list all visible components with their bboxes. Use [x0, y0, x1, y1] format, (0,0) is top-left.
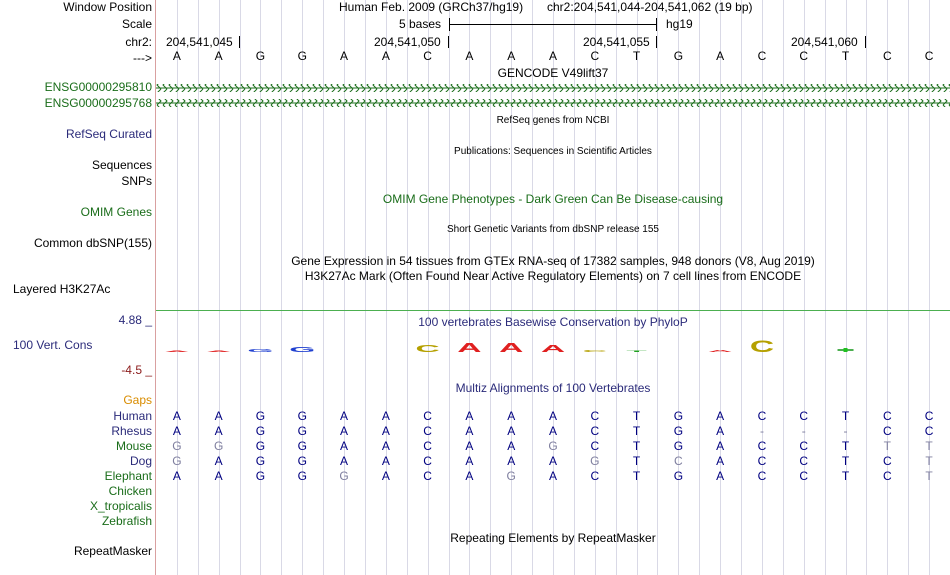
ruler-position-1: 204,541,045 — [166, 35, 233, 49]
alignment-base: G — [673, 469, 684, 483]
alignment-base: C — [882, 469, 892, 483]
alignment-base: C — [799, 409, 809, 423]
alignment-base: T — [925, 439, 933, 453]
alignment-base: A — [465, 424, 474, 438]
alignment-base: A — [340, 409, 349, 423]
alignment-base: C — [757, 439, 767, 453]
alignment-base: G — [214, 439, 224, 453]
alignment-base: C — [423, 454, 432, 468]
phylop-logo-letter: C — [749, 336, 775, 356]
reference-base: C — [590, 49, 600, 63]
chromosome-label[interactable]: chr2: — [125, 35, 152, 49]
species-label[interactable]: Mouse — [115, 439, 152, 453]
track-label-column — [0, 0, 155, 575]
alignment-base: A — [716, 469, 725, 483]
reference-base: C — [757, 49, 767, 63]
alignment-base: A — [716, 439, 725, 453]
alignment-base: T — [925, 454, 933, 468]
alignment-base: A — [465, 469, 474, 483]
alignment-base: C — [757, 469, 767, 483]
alignment-base: A — [340, 439, 349, 453]
gene-label-ensg00000295810[interactable]: ENSG00000295810 — [44, 80, 152, 94]
gene-label-ensg00000295768[interactable]: ENSG00000295768 — [44, 96, 152, 110]
publications-track-title: Publications: Sequences in Scientific Articles — [454, 146, 652, 157]
alignment-base: A — [172, 409, 181, 423]
alignment-base: A — [507, 454, 516, 468]
alignment-base: G — [297, 409, 307, 423]
scale-text: 5 bases — [399, 17, 442, 31]
phylop-logo[interactable] — [156, 330, 950, 365]
alignment-base: A — [465, 409, 474, 423]
alignment-base: - — [843, 424, 848, 438]
phylop-logo-letter: A — [164, 350, 190, 353]
reference-base: C — [924, 49, 934, 63]
layered-h3k27ac-label[interactable]: Layered H3K27Ac — [13, 282, 111, 296]
phylop-logo-letter: A — [708, 349, 733, 353]
ruler-tick — [656, 36, 657, 48]
alignment-base: C — [590, 424, 600, 438]
sequences-label[interactable]: Sequences — [91, 158, 152, 172]
alignment-base: A — [507, 424, 516, 438]
alignment-base: A — [214, 454, 223, 468]
ruler-position-3: 204,541,055 — [583, 35, 650, 49]
alignment-base: C — [423, 424, 432, 438]
alignment-base: C — [674, 454, 683, 468]
phylop-min-label: -4.5 _ — [121, 363, 152, 377]
alignment-base: T — [925, 469, 933, 483]
alignment-base: T — [632, 409, 641, 423]
scale-label[interactable]: Scale — [121, 17, 152, 31]
alignment-base: A — [172, 424, 181, 438]
alignment-base: T — [632, 454, 641, 468]
alignment-base: G — [673, 409, 684, 423]
alignment-base: T — [632, 424, 641, 438]
alignment-base: A — [465, 439, 474, 453]
phylop-max-label: 4.88 _ — [118, 313, 152, 327]
alignment-base: T — [632, 439, 641, 453]
reference-base: G — [255, 49, 266, 63]
alignment-base: G — [172, 454, 182, 468]
gaps-label[interactable]: Gaps — [123, 393, 152, 407]
alignment-base: A — [381, 424, 390, 438]
reference-base: G — [673, 49, 684, 63]
alignment-base: T — [841, 454, 850, 468]
alignment-base: G — [506, 469, 516, 483]
alignment-base: C — [757, 409, 767, 423]
alignment-base: C — [423, 409, 432, 423]
alignment-base: A — [340, 454, 349, 468]
scale-db-text: hg19 — [666, 17, 693, 31]
species-label[interactable]: Human — [113, 409, 152, 423]
refseq-track-title: RefSeq genes from NCBI — [496, 115, 610, 126]
alignment-base: G — [673, 424, 684, 438]
alignment-base: A — [716, 409, 725, 423]
alignment-base: T — [632, 469, 641, 483]
alignment-base: T — [841, 409, 850, 423]
strand-arrow-label[interactable]: ---> — [133, 51, 152, 65]
alignment-base: C — [590, 439, 600, 453]
alignment-base: G — [590, 454, 600, 468]
gencode-gene-features[interactable] — [156, 81, 950, 111]
reference-base: A — [381, 49, 390, 63]
common-dbsnp-label[interactable]: Common dbSNP(155) — [33, 236, 152, 250]
phylop-logo-letter: A — [206, 350, 231, 353]
reference-base: A — [507, 49, 516, 63]
phylop-logo-letter: A — [457, 341, 482, 355]
repeatmasker-track-title: Repeating Elements by RepeatMasker — [450, 531, 656, 545]
omim-track-title: OMIM Gene Phenotypes - Dark Green Can Be Disease-causing — [382, 192, 724, 206]
alignment-base: A — [548, 469, 557, 483]
window-position-label[interactable]: Window Position — [63, 0, 152, 14]
species-label[interactable]: Elephant — [104, 469, 152, 483]
phylop-logo-letter: C — [415, 343, 440, 355]
scale-bar-left-cap — [449, 18, 450, 31]
ruler-tick — [448, 36, 449, 48]
reference-base: A — [548, 49, 557, 63]
species-label[interactable]: Dog — [129, 454, 152, 468]
alignment-base: A — [716, 454, 725, 468]
alignment-base: G — [339, 469, 349, 483]
alignment-base: G — [255, 454, 266, 468]
alignment-base: C — [799, 439, 809, 453]
alignment-base: G — [297, 469, 307, 483]
reference-base: C — [882, 49, 892, 63]
reference-base: A — [465, 49, 474, 63]
alignment-base: A — [507, 409, 516, 423]
alignment-base: C — [757, 454, 767, 468]
alignment-base: G — [255, 424, 266, 438]
scale-bar — [449, 24, 657, 25]
reference-base: C — [423, 49, 432, 63]
alignment-base: A — [381, 469, 390, 483]
reference-base: C — [799, 49, 809, 63]
scale-bar-right-cap — [656, 18, 657, 31]
track-data-area[interactable] — [156, 0, 950, 575]
alignment-base: A — [716, 424, 725, 438]
alignment-base: G — [255, 469, 266, 483]
alignment-base: A — [172, 469, 181, 483]
ruler-tick — [865, 36, 866, 48]
alignment-base: A — [214, 424, 223, 438]
alignment-base: - — [801, 424, 806, 438]
alignment-base: T — [883, 439, 891, 453]
alignment-base: A — [214, 409, 223, 423]
alignment-base: A — [548, 424, 557, 438]
snp-track-title: Short Genetic Variants from dbSNP release 155 — [447, 224, 659, 235]
reference-base: G — [297, 49, 307, 63]
reference-base: T — [632, 49, 641, 63]
phylop-baseline-top — [156, 310, 950, 311]
alignment-base: G — [255, 409, 266, 423]
omim-genes-label[interactable]: OMIM Genes — [80, 205, 152, 219]
phylop-logo-letter: A — [499, 341, 524, 355]
snps-label[interactable]: SNPs — [121, 174, 152, 188]
alignment-base: A — [548, 409, 557, 423]
alignment-base: C — [423, 439, 432, 453]
alignment-base: G — [297, 424, 307, 438]
assembly-text: Human Feb. 2009 (GRCh37/hg19) — [339, 0, 524, 14]
alignment-base: C — [882, 409, 892, 423]
phylop-track-title: 100 vertebrates Basewise Conservation by PhyloP — [418, 315, 688, 329]
species-label[interactable]: Rhesus — [111, 424, 152, 438]
alignment-base: A — [548, 454, 557, 468]
alignment-base: A — [214, 469, 223, 483]
species-label[interactable]: Chicken — [108, 484, 152, 498]
alignment-base: C — [799, 454, 809, 468]
phylop-logo-letter: T — [626, 350, 647, 353]
ruler-tick — [239, 36, 240, 48]
alignment-base: G — [255, 439, 266, 453]
phylop-logo-letter: G — [247, 348, 274, 354]
refseq-curated-label[interactable]: RefSeq Curated — [65, 127, 152, 141]
alignment-base: A — [381, 439, 390, 453]
alignment-base: A — [507, 439, 516, 453]
phylop-conserved-mark — [844, 348, 848, 352]
alignment-base: C — [882, 454, 892, 468]
position-text: chr2:204,541,044-204,541,062 (19 bp) — [547, 0, 753, 14]
alignment-base: C — [924, 424, 934, 438]
alignment-base: A — [381, 454, 390, 468]
reference-base: A — [214, 49, 223, 63]
species-label[interactable]: Zebrafish — [101, 514, 152, 528]
repeatmasker-label[interactable]: RepeatMasker — [73, 544, 152, 558]
species-label[interactable]: X_tropicalis — [89, 499, 152, 513]
alignment-base: A — [465, 454, 474, 468]
phylop-logo-letter: C — [582, 349, 607, 353]
h3k27ac-track-title: H3K27Ac Mark (Often Found Near Active Regulatory Elements) on 7 cell lines from ENCODE — [304, 269, 802, 283]
phylop-logo-letter: G — [289, 345, 316, 354]
alignment-base: G — [172, 439, 182, 453]
alignment-base: C — [924, 409, 934, 423]
ruler-position-2: 204,541,050 — [374, 35, 441, 49]
alignment-base: T — [841, 469, 850, 483]
vert-cons-label[interactable]: 100 Vert. Cons — [13, 338, 93, 352]
alignment-base: C — [590, 469, 600, 483]
alignment-base: G — [673, 439, 684, 453]
reference-base: A — [716, 49, 725, 63]
alignment-base: C — [590, 409, 600, 423]
alignment-base: - — [759, 424, 764, 438]
alignment-base: G — [297, 439, 307, 453]
alignment-base: C — [799, 469, 809, 483]
ruler-position-4: 204,541,060 — [791, 35, 858, 49]
alignment-base: G — [548, 439, 558, 453]
alignment-base: C — [882, 424, 892, 438]
phylop-logo-letter: A — [540, 343, 566, 355]
reference-base: A — [340, 49, 349, 63]
alignment-base: T — [841, 439, 850, 453]
reference-base: T — [841, 49, 850, 63]
alignment-base: C — [423, 469, 432, 483]
alignment-base: A — [381, 409, 390, 423]
alignment-base: A — [340, 424, 349, 438]
reference-base: A — [172, 49, 181, 63]
gtex-track-title: Gene Expression in 54 tissues from GTEx RNA-seq of 17382 samples, 948 donors (V8, Aug 2019) — [291, 254, 815, 268]
alignment-base: G — [297, 454, 307, 468]
multiz-track-title: Multiz Alignments of 100 Vertebrates — [455, 381, 651, 395]
gencode-track-title: GENCODE V49lift37 — [497, 66, 609, 80]
